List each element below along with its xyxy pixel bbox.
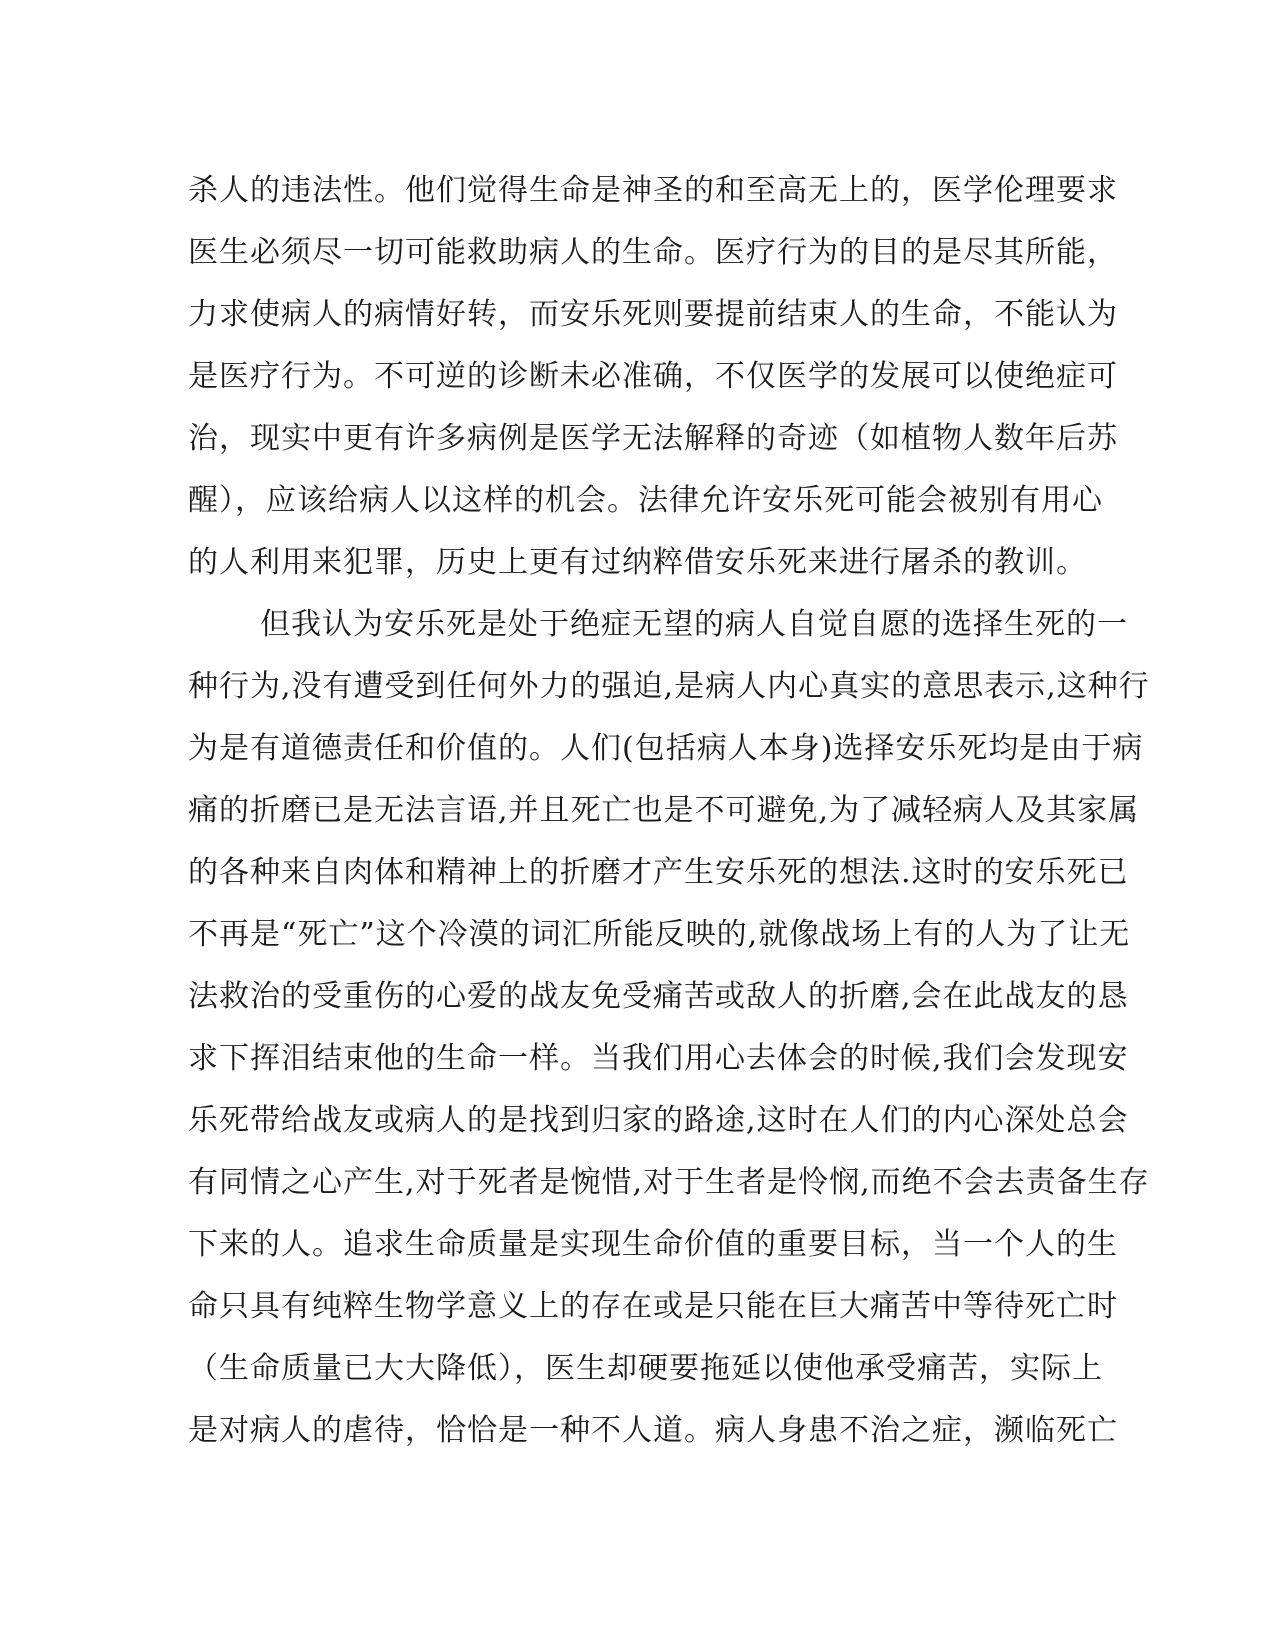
text-line: 种行为,没有遭受到任何外力的强迫,是病人内心真实的意思表示,这种行 [188, 669, 1150, 704]
text-line: 法救治的受重伤的心爱的战友免受痛苦或敌人的折磨,会在此战友的恳 [188, 979, 1129, 1014]
text-line: 的人利用来犯罪，历史上更有过纳粹借安乐死来进行屠杀的教训。 [188, 545, 1087, 580]
text-line: 不再是“死亡”这个冷漠的词汇所能反映的,就像战场上有的人为了让无 [188, 917, 1131, 952]
text-line: 是医疗行为。不可逆的诊断未必准确，不仅医学的发展可以使绝症可 [188, 359, 1118, 394]
text-line: 痛的折磨已是无法言语,并且死亡也是不可避免,为了减轻病人及其家属 [188, 793, 1140, 828]
text-line: 力求使病人的病情好转，而安乐死则要提前结束人的生命，不能认为 [188, 297, 1118, 332]
text-line: 求下挥泪结束他的生命一样。当我们用心去体会的时候,我们会发现安 [188, 1041, 1129, 1076]
text-line: 是对病人的虐待，恰恰是一种不人道。病人身患不治之症，濒临死亡 [188, 1413, 1118, 1448]
text-line: 的各种来自肉体和精神上的折磨才产生安乐死的想法.这时的安乐死已 [188, 855, 1129, 890]
body-text [188, 160, 1150, 1462]
paragraph-start-line: 但我认为安乐死是处于绝症无望的病人自觉自愿的选择生死的一 [260, 607, 1128, 642]
text-line: 为是有道德责任和价值的。人们(包括病人本身)选择安乐死均是由于病 [188, 731, 1144, 766]
text-line: 下来的人。追求生命质量是实现生命价值的重要目标，当一个人的生 [188, 1227, 1118, 1262]
text-line: 杀人的违法性。他们觉得生命是神圣的和至高无上的，医学伦理要求 [188, 173, 1118, 208]
text-line: 乐死带给战友或病人的是找到归家的路途,这时在人们的内心深处总会 [188, 1103, 1129, 1138]
text-line: （生命质量已大大降低），医生却硬要拖延以使他承受痛苦，实际上 [188, 1351, 1103, 1386]
text-line: 醒），应该给病人以这样的机会。法律允许安乐死可能会被别有用心 [188, 483, 1103, 518]
text-line: 命只具有纯粹生物学意义上的存在或是只能在巨大痛苦中等待死亡时 [188, 1289, 1118, 1324]
text-line: 治，现实中更有许多病例是医学无法解释的奇迹（如植物人数年后苏 [188, 421, 1118, 456]
text-line: 医生必须尽一切可能救助病人的生命。医疗行为的目的是尽其所能， [188, 235, 1118, 270]
text-line: 有同情之心产生,对于死者是惋惜,对于生者是怜悯,而绝不会去责备生存 [188, 1165, 1150, 1200]
